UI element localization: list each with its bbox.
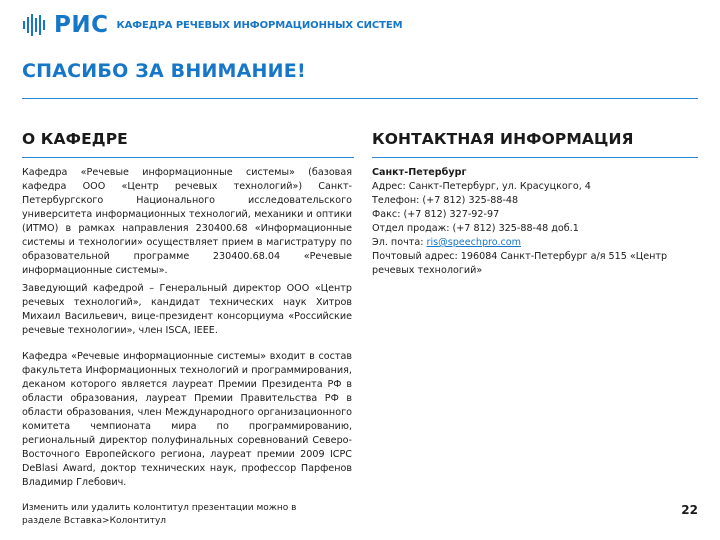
contact-email-row [372, 236, 702, 250]
brand-abbr: РИС [54, 12, 109, 38]
contact-address: Адрес: Санкт-Петербург, ул. Красуцкого, 4 [372, 181, 591, 192]
about-paragraph-1: Кафедра «Речевые информационные системы» (базовая кафедра ООО «Центр речевых технологий») Санкт-Петербургского Национального исследовательского университета информационных технологий, механики и оптики (ИТМО) в рамках направления 230400.68 «Информационные системы и технологии» осуществляет прием в магистратуру по образовательной программе 230400.68.04 «Речевые информационные системы». [22, 167, 352, 276]
brand-subtitle: КАФЕДРА РЕЧЕВЫХ ИНФОРМАЦИОННЫХ СИСТЕМ [116, 19, 403, 31]
waveform-icon [22, 12, 48, 38]
title-divider [22, 98, 698, 99]
about-paragraph-3: Кафедра «Речевые информационные системы» входит в состав факультета Информационных технологий и программирования, деканом которого является лауреат Премии Президента РФ в области образования, лауреат Премии Правительства РФ в области образования, член Международного организационного комитета чемпионата мира по программированию, региональный директор полуфинальных соревнований Северо-Восточного Европейского региона, лауреат премии 2009 ICPC DeBlasi Award, доктор технических наук, профессор Парфенов Владимир Глебович. [22, 351, 352, 488]
contact-email-label: Эл. почта: [372, 237, 427, 248]
page-number: 22 [681, 503, 698, 517]
contact-fax: Факс: (+7 812) 327-92-97 [372, 209, 500, 220]
about-divider [22, 157, 354, 158]
contacts-heading: КОНТАКТНАЯ ИНФОРМАЦИЯ [372, 130, 634, 148]
slide-title: СПАСИБО ЗА ВНИМАНИЕ! [22, 60, 306, 82]
contact-phone: Телефон: (+7 812) 325-88-48 [372, 195, 519, 206]
contacts-divider [372, 157, 698, 158]
contact-postal: Почтовый адрес: 196084 Санкт-Петербург а/я 515 «Центр речевых технологий» [372, 251, 668, 276]
contact-email-link[interactable]: ris@speechpro.com [426, 237, 522, 248]
contact-sales: Отдел продаж: (+7 812) 325-88-48 доб.1 [372, 223, 579, 234]
about-heading: О КАФЕДРЕ [22, 130, 128, 148]
contact-block [372, 166, 702, 278]
brand-logo [22, 10, 402, 40]
footer-note: Изменить или удалить колонтитул презентации можно в разделе Вставка>Колонтитул [22, 503, 297, 526]
contact-city: Санкт-Петербург [372, 167, 467, 178]
about-paragraph-2: Заведующий кафедрой – Генеральный директор ООО «Центр речевых технологий», кандидат технических наук Хитров Михаил Васильевич, вице-президент консорциума «Российские речевые технологии», член ISCA, IEEE. [22, 283, 352, 336]
